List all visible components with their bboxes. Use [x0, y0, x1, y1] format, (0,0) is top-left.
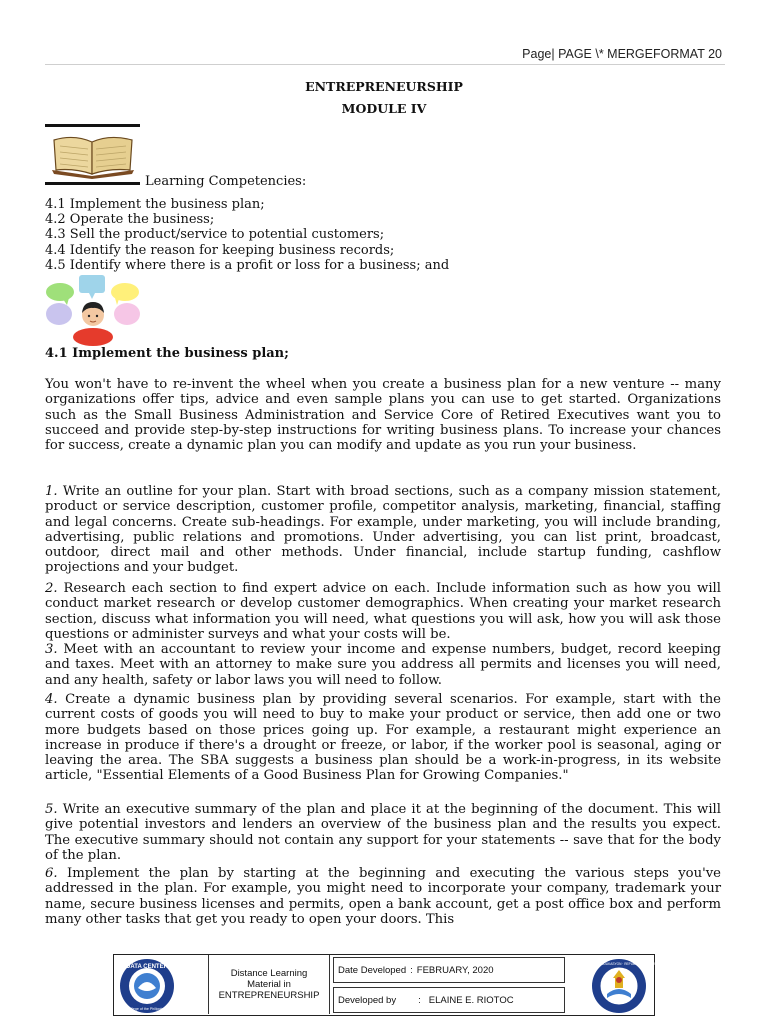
open-book-icon [48, 132, 138, 180]
separator: : [410, 964, 413, 976]
step-text: Write an outline for your plan. Start with broad sections, such as a company mission statement, product or service description, customer profile, competitor analysis, marketing, financial, staffing and legal concerns. Create sub-headings. For example, under marketing, you will include branding, advertising, public relations and promotions. Under advertising, you can list print, broadcast, outdoor, direct mail and other methods. Under financial, include startup funding, cashflow projections and your budget. [45, 484, 721, 576]
list-item: 4.5 Identify where there is a profit or loss for a business; and [45, 257, 450, 273]
module-title: MODULE IV [341, 101, 427, 116]
date-developed-row [333, 957, 565, 983]
date-value: FEBRUARY, 2020 [416, 964, 494, 976]
deped-seal-logo [574, 958, 664, 1014]
step-paragraph [45, 866, 721, 927]
document-title: ENTREPRENEURSHIP [305, 79, 463, 94]
step-paragraph [45, 692, 721, 784]
header-rule [45, 64, 725, 65]
page-number-field: Page| PAGE \* MERGEFORMAT 20 [522, 47, 722, 61]
competencies-label: Learning Competencies: [145, 174, 307, 189]
step-number: 2. [45, 581, 58, 596]
description-line: ENTREPRENEURSHIP [218, 990, 320, 1001]
developer-value: ELAINE E. RIOTOC [428, 994, 514, 1006]
section-heading: 4.1 Implement the business plan; [45, 346, 289, 361]
list-item: 4.2 Operate the business; [45, 212, 215, 228]
step-text: Create a dynamic business plan by providing several scenarios. For example, start with the current costs of goods you will need to buy to make your product or service, then add one or two more budgets based on those prices going up. For example, a restaurant might experience an increase in produce if there's a drought or freeze, or labor, if the worker pool is seasonal, aging or leaving the area. The SBA suggests a business plan should be a work-in-progress, in its website article, "Essential Elements of a Good Business Plan for Growing Companies." [45, 692, 721, 784]
step-text: Meet with an accountant to review your income and expense numbers, budget, record keeping and taxes. Meet with an attorney to make sure you address all permits and licenses you will need, and any health, safety or labor laws you will need to follow. [45, 642, 721, 688]
step-number: 3. [45, 642, 58, 657]
logo-text: DATA CENTER [126, 964, 168, 970]
data-center-logo [119, 958, 175, 1014]
footer-box [113, 954, 664, 1016]
step-paragraph [45, 802, 721, 863]
people-speech-icon [45, 275, 141, 341]
step-number: 1. [45, 484, 58, 499]
developed-by-row [333, 987, 565, 1013]
seal-text: KAGAWARAN NG EDUKASYON · REPUBLIKA NG PILIPINAS [574, 962, 664, 966]
step-paragraph [45, 484, 721, 576]
date-label: Date Developed [338, 964, 407, 976]
description-line: Material in [247, 979, 291, 990]
intro-paragraph: You won't have to re-invent the wheel when you create a business plan for a new venture -- many organizations offer tips, advice and even sample plans you can use to get started. Organizations such as the Small Business Administration and Service Core of Retired Executives want you to succeed and provide step-by-step instructions for writing business plans. To increase your chances for success, create a dynamic plan you can modify and update as you run your business. [45, 377, 721, 454]
step-text: Research each section to find expert advice on each. Include information such as how you will conduct market research or develop customer demographics. When creating your market research section, discuss what information you will need, what questions you will ask, how you will ask those questions or administer surveys and what your costs will be. [45, 581, 721, 642]
list-item: 4.1 Implement the business plan; [45, 197, 265, 212]
logo-text: College of the Philippines [126, 1007, 168, 1011]
step-paragraph [45, 581, 721, 642]
step-text: Write an executive summary of the plan and place it at the beginning of the document. This will give potential investors and lenders an overview of the business plan and the results you expect. The executive summary should not contain any support for your statements -- save that for the body of the plan. [45, 802, 721, 863]
list-item: 4.3 Sell the product/service to potential customers; [45, 227, 385, 243]
step-number: 4. [45, 692, 58, 707]
step-paragraph [45, 642, 721, 688]
step-number: 5. [45, 802, 58, 817]
step-text: Implement the plan by starting at the beginning and executing the various steps you've addressed in the plan. For example, you might need to incorporate your company, trademark your name, secure business licenses and permits, open a bank account, get a post office box and perform many other tasks that get you ready to open your doors. This [45, 866, 721, 927]
book-bottom-rule [45, 182, 140, 185]
description-line: Distance Learning [230, 968, 308, 979]
book-top-rule [45, 124, 140, 127]
step-number: 6. [45, 866, 58, 881]
competencies-list [45, 197, 449, 273]
list-item: 4.4 Identify the reason for keeping business records; [45, 242, 395, 258]
separator: : [418, 994, 421, 1006]
developer-label: Developed by [338, 994, 397, 1006]
material-description [208, 955, 330, 1014]
